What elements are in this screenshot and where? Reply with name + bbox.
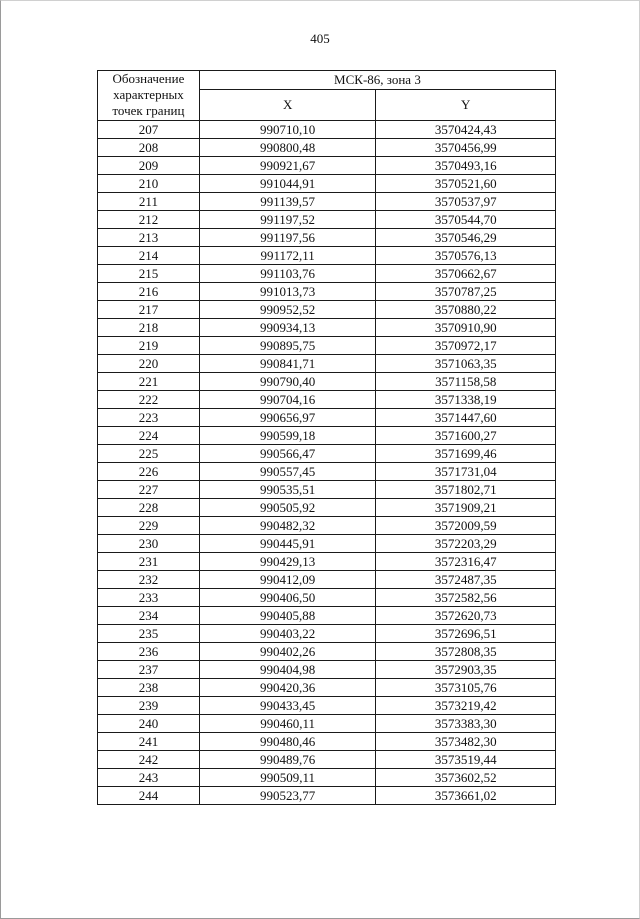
point-number-cell: 243 [98, 769, 200, 787]
coordinates-table [97, 70, 556, 805]
x-coordinate-cell: 990566,47 [199, 445, 376, 463]
x-coordinate-cell: 990599,18 [199, 427, 376, 445]
point-number-cell: 225 [98, 445, 200, 463]
x-coordinate-cell: 990710,10 [199, 121, 376, 139]
x-coordinate-cell: 990656,97 [199, 409, 376, 427]
y-coordinate-cell: 3570972,17 [376, 337, 556, 355]
y-coordinate-cell: 3570456,99 [376, 139, 556, 157]
x-coordinate-cell: 990420,36 [199, 679, 376, 697]
table-row [98, 211, 556, 229]
y-coordinate-cell: 3572316,47 [376, 553, 556, 571]
table-row [98, 697, 556, 715]
x-coordinate-cell: 990489,76 [199, 751, 376, 769]
y-coordinate-cell: 3571447,60 [376, 409, 556, 427]
header-line: Обозначение [112, 71, 185, 86]
table-row [98, 751, 556, 769]
y-coordinate-cell: 3573482,30 [376, 733, 556, 751]
table-row [98, 283, 556, 301]
y-coordinate-cell: 3571600,27 [376, 427, 556, 445]
page-number: 405 [310, 31, 330, 46]
table-row [98, 355, 556, 373]
table-row [98, 769, 556, 787]
point-number-cell: 230 [98, 535, 200, 553]
point-number-cell: 228 [98, 499, 200, 517]
point-number-cell: 244 [98, 787, 200, 805]
point-number-cell: 216 [98, 283, 200, 301]
x-coordinate-cell: 990535,51 [199, 481, 376, 499]
point-number-cell: 238 [98, 679, 200, 697]
y-coordinate-cell: 3570537,97 [376, 193, 556, 211]
point-number-cell: 219 [98, 337, 200, 355]
table-row [98, 607, 556, 625]
point-number-cell: 217 [98, 301, 200, 319]
table-row [98, 535, 556, 553]
y-coordinate-cell: 3570576,13 [376, 247, 556, 265]
header-point-designation [98, 71, 200, 121]
table-row [98, 373, 556, 391]
header-line: точек границ [112, 103, 185, 118]
table-row [98, 463, 556, 481]
y-coordinate-cell: 3572582,56 [376, 589, 556, 607]
point-number-cell: 210 [98, 175, 200, 193]
table-row [98, 589, 556, 607]
y-coordinate-cell: 3572009,59 [376, 517, 556, 535]
table-row [98, 247, 556, 265]
point-number-cell: 209 [98, 157, 200, 175]
point-number-cell: 208 [98, 139, 200, 157]
point-number-cell: 207 [98, 121, 200, 139]
table-row [98, 193, 556, 211]
x-coordinate-cell: 990406,50 [199, 589, 376, 607]
x-coordinate-cell: 990482,32 [199, 517, 376, 535]
table-row [98, 229, 556, 247]
x-coordinate-cell: 991139,57 [199, 193, 376, 211]
x-coordinate-cell: 990523,77 [199, 787, 376, 805]
y-coordinate-cell: 3571158,58 [376, 373, 556, 391]
x-coordinate-cell: 990460,11 [199, 715, 376, 733]
y-coordinate-cell: 3573519,44 [376, 751, 556, 769]
x-coordinate-cell: 990403,22 [199, 625, 376, 643]
y-coordinate-cell: 3572696,51 [376, 625, 556, 643]
table-row [98, 643, 556, 661]
table-row [98, 301, 556, 319]
point-number-cell: 241 [98, 733, 200, 751]
table-row [98, 175, 556, 193]
y-coordinate-cell: 3570544,70 [376, 211, 556, 229]
table-row [98, 391, 556, 409]
table-row [98, 517, 556, 535]
y-coordinate-cell: 3571699,46 [376, 445, 556, 463]
table-row [98, 157, 556, 175]
y-coordinate-cell: 3570787,25 [376, 283, 556, 301]
point-number-cell: 220 [98, 355, 200, 373]
point-number-cell: 212 [98, 211, 200, 229]
table-row [98, 427, 556, 445]
point-number-cell: 227 [98, 481, 200, 499]
point-number-cell: 218 [98, 319, 200, 337]
point-number-cell: 211 [98, 193, 200, 211]
point-number-cell: 240 [98, 715, 200, 733]
point-number-cell: 226 [98, 463, 200, 481]
x-coordinate-cell: 990433,45 [199, 697, 376, 715]
table-row [98, 571, 556, 589]
y-coordinate-cell: 3570910,90 [376, 319, 556, 337]
y-coordinate-cell: 3571731,04 [376, 463, 556, 481]
x-coordinate-cell: 991103,76 [199, 265, 376, 283]
table-row [98, 661, 556, 679]
x-coordinate-cell: 990952,52 [199, 301, 376, 319]
header-row-1 [98, 71, 556, 90]
point-number-cell: 223 [98, 409, 200, 427]
table-row [98, 121, 556, 139]
y-coordinate-cell: 3572808,35 [376, 643, 556, 661]
header-y: Y [376, 90, 556, 121]
y-coordinate-cell: 3570662,67 [376, 265, 556, 283]
x-coordinate-cell: 990509,11 [199, 769, 376, 787]
y-coordinate-cell: 3571909,21 [376, 499, 556, 517]
point-number-cell: 231 [98, 553, 200, 571]
table-row [98, 319, 556, 337]
y-coordinate-cell: 3570424,43 [376, 121, 556, 139]
point-number-cell: 229 [98, 517, 200, 535]
table-row [98, 715, 556, 733]
x-coordinate-cell: 991013,73 [199, 283, 376, 301]
y-coordinate-cell: 3570546,29 [376, 229, 556, 247]
point-number-cell: 215 [98, 265, 200, 283]
y-coordinate-cell: 3573602,52 [376, 769, 556, 787]
table-row [98, 625, 556, 643]
x-coordinate-cell: 991197,56 [199, 229, 376, 247]
x-coordinate-cell: 990429,13 [199, 553, 376, 571]
x-coordinate-cell: 991044,91 [199, 175, 376, 193]
table-row [98, 139, 556, 157]
x-coordinate-cell: 990404,98 [199, 661, 376, 679]
y-coordinate-cell: 3572203,29 [376, 535, 556, 553]
header-coordinate-system: МСК-86, зона 3 [199, 71, 555, 90]
x-coordinate-cell: 990895,75 [199, 337, 376, 355]
y-coordinate-cell: 3570521,60 [376, 175, 556, 193]
point-number-cell: 242 [98, 751, 200, 769]
y-coordinate-cell: 3570880,22 [376, 301, 556, 319]
table-row [98, 265, 556, 283]
x-coordinate-cell: 990841,71 [199, 355, 376, 373]
point-number-cell: 224 [98, 427, 200, 445]
x-coordinate-cell: 990505,92 [199, 499, 376, 517]
x-coordinate-cell: 990405,88 [199, 607, 376, 625]
table-row [98, 679, 556, 697]
point-number-cell: 239 [98, 697, 200, 715]
x-coordinate-cell: 990790,40 [199, 373, 376, 391]
table-row [98, 787, 556, 805]
point-number-cell: 221 [98, 373, 200, 391]
y-coordinate-cell: 3570493,16 [376, 157, 556, 175]
x-coordinate-cell: 990934,13 [199, 319, 376, 337]
y-coordinate-cell: 3573105,76 [376, 679, 556, 697]
table-row [98, 481, 556, 499]
point-number-cell: 235 [98, 625, 200, 643]
point-number-cell: 236 [98, 643, 200, 661]
point-number-cell: 214 [98, 247, 200, 265]
point-number-cell: 222 [98, 391, 200, 409]
y-coordinate-cell: 3572487,35 [376, 571, 556, 589]
y-coordinate-cell: 3571063,35 [376, 355, 556, 373]
x-coordinate-cell: 990480,46 [199, 733, 376, 751]
table-row [98, 553, 556, 571]
y-coordinate-cell: 3572903,35 [376, 661, 556, 679]
x-coordinate-cell: 990557,45 [199, 463, 376, 481]
header-x: X [199, 90, 376, 121]
y-coordinate-cell: 3572620,73 [376, 607, 556, 625]
x-coordinate-cell: 990800,48 [199, 139, 376, 157]
y-coordinate-cell: 3571338,19 [376, 391, 556, 409]
y-coordinate-cell: 3573661,02 [376, 787, 556, 805]
x-coordinate-cell: 990412,09 [199, 571, 376, 589]
x-coordinate-cell: 990921,67 [199, 157, 376, 175]
point-number-cell: 232 [98, 571, 200, 589]
table-row [98, 499, 556, 517]
table-body [98, 121, 556, 805]
y-coordinate-cell: 3573383,30 [376, 715, 556, 733]
x-coordinate-cell: 990402,26 [199, 643, 376, 661]
x-coordinate-cell: 990704,16 [199, 391, 376, 409]
x-coordinate-cell: 991197,52 [199, 211, 376, 229]
point-number-cell: 234 [98, 607, 200, 625]
table-row [98, 337, 556, 355]
table-row [98, 409, 556, 427]
x-coordinate-cell: 991172,11 [199, 247, 376, 265]
table-row [98, 733, 556, 751]
y-coordinate-cell: 3573219,42 [376, 697, 556, 715]
y-coordinate-cell: 3571802,71 [376, 481, 556, 499]
header-line: характерных [113, 87, 184, 102]
point-number-cell: 233 [98, 589, 200, 607]
point-number-cell: 213 [98, 229, 200, 247]
point-number-cell: 237 [98, 661, 200, 679]
table-row [98, 445, 556, 463]
x-coordinate-cell: 990445,91 [199, 535, 376, 553]
